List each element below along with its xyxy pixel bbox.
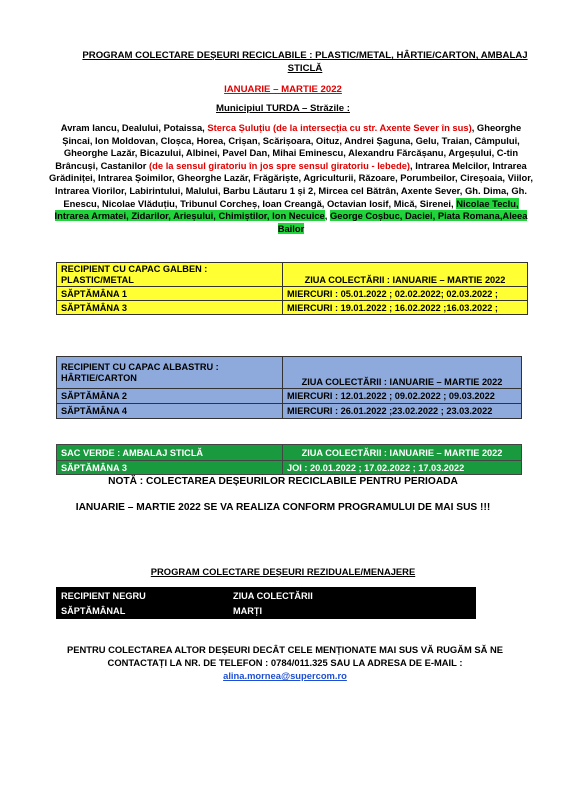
dates-cell: MIERCURI : 05.01.2022 ; 02.02.2022; 02.03.2022 ; <box>283 287 528 301</box>
table-header-text: RECIPIENT CU CAPAC GALBEN : <box>61 263 208 274</box>
street-text: , <box>324 210 330 222</box>
document-title: PROGRAM COLECTARE DEȘEURI RECICLABILE : PLASTIC/METAL, HÂRTIE/CARTON, AMBALAJ STICLĂ <box>82 50 528 74</box>
week-cell: SĂPTĂMÂNA 3 <box>57 461 283 475</box>
table-row <box>57 404 522 419</box>
table-header-cell: ZIUA COLECTĂRII <box>229 588 476 604</box>
table-row <box>57 287 528 301</box>
dates-cell: JOI : 20.01.2022 ; 17.02.2022 ; 17.03.2022 <box>283 461 522 475</box>
week-cell: SĂPTĂMÂNA 3 <box>57 301 283 315</box>
street-text: Avram Iancu, Dealului, Potaissa, <box>60 122 208 133</box>
table-header-row <box>57 445 522 461</box>
frequency-cell: SĂPTĂMÂNAL <box>57 604 229 619</box>
contact-info <box>60 643 510 682</box>
table-header-cell: SAC VERDE : AMBALAJ STICLĂ <box>57 445 283 461</box>
table-header-cell: RECIPIENT NEGRU <box>57 588 229 604</box>
table-header-text: PLASTIC/METAL <box>61 274 134 285</box>
street-text: , Intrarea Melcilor, Intrarea Grădiniței, Intrarea Șoimilor, Gheorghe Lazăr, Frăgăriște, Agriculturii, Răzoare, Porumbeilor, Cireșoaia, Viilor, Intrarea Viorilor, Labirintului, Malului, Barbu Lăutaru 1 și 2, Mircea cel Bătrân, Axente Sever, Gh. Dima, Gh. Enescu, Nicolae Vlăduțiu, Tribunul Corcheș, Ioan Creangă, Octavian Iosif, Mică, Sirenei, <box>49 159 533 209</box>
table-header-text: HÂRTIE/CARTON <box>61 372 137 383</box>
street-text: , Gheorghe Șincai, Ion Moldovan, Cloșca, Horea, Crișan, Scărișoara, Oituz, Andrei Șaguna, Gelu, Traian, Câmpului, Gheorghe Lazăr, Bicazului, Albinei, Pavel Dan, Mihai Eminescu, Alexandru Fărcășanu, Argeșului, C-tin Brâncuși, Castanilor <box>55 122 522 171</box>
contact-text: PENTRU COLECTAREA ALTOR DEȘEURI DECÂT CELE MENȚIONATE MAI SUS VĂ RUGĂM SĂ NE CONTACTAȚI LA NR. DE TELEFON : 0784/011.325 SAU LA ADRESA DE E-MAIL : <box>66 644 504 668</box>
table-header-row <box>57 357 522 389</box>
week-cell: SĂPTĂMÂNA 4 <box>57 404 283 419</box>
paper-cardboard-schedule-table <box>56 356 522 419</box>
street-text-highlighted: George Coșbuc, Daciei, Piata Romana,Aleea Bailor <box>277 210 528 234</box>
street-text-red: Sterca Șuluțiu (de la intersecția cu str. Axente Sever în sus) <box>207 122 472 133</box>
note-line: IANUARIE – MARTIE 2022 SE VA REALIZA CONFORM PROGRAMULUI DE MAI SUS !!! <box>75 502 491 513</box>
dates-cell: MIERCURI : 26.01.2022 ;23.02.2022 ; 23.03.2022 <box>283 404 522 419</box>
week-cell: SĂPTĂMÂNA 1 <box>57 287 283 301</box>
period-heading: IANUARIE – MARTIE 2022 <box>224 84 342 95</box>
table-header-cell <box>57 263 283 287</box>
dates-cell: MIERCURI : 12.01.2022 ; 09.02.2022 ; 09.03.2022 <box>283 389 522 404</box>
table-row <box>57 461 522 475</box>
table-header-cell: ZIUA COLECTĂRII : IANUARIE – MARTIE 2022 <box>283 445 522 461</box>
street-text-highlighted: Nicolae Teclu, Intrarea Armatei, Zidarilor, Arieșului, Chimiștilor, Ion Necuice <box>54 197 519 222</box>
table-header-text: RECIPIENT CU CAPAC ALBASTRU : <box>61 361 219 372</box>
table-header-cell: ZIUA COLECTĂRII : IANUARIE – MARTIE 2022 <box>283 263 528 287</box>
email-link[interactable]: alina.mornea@supercom.ro <box>223 670 347 681</box>
table-header-cell: ZIUA COLECTĂRII : IANUARIE – MARTIE 2022 <box>283 357 522 389</box>
street-list <box>48 122 534 235</box>
table-row <box>57 301 528 315</box>
table-row <box>57 389 522 404</box>
week-cell: SĂPTĂMÂNA 2 <box>57 389 283 404</box>
glass-schedule-table <box>56 444 522 475</box>
table-header-row <box>57 588 476 604</box>
table-header-row <box>57 263 528 287</box>
table-header-cell <box>57 357 283 389</box>
residual-waste-title: PROGRAM COLECTARE DEȘEURI REZIDUALE/MENAJERE <box>150 566 416 577</box>
municipality-heading: Municipiul TURDA – Străzile : <box>216 103 350 114</box>
residual-schedule-table <box>56 587 476 619</box>
dates-cell: MIERCURI : 19.01.2022 ; 16.02.2022 ;16.03.2022 ; <box>283 301 528 315</box>
street-text-red: (de la sensul giratoriu în jos spre sensul giratoriu - lebede) <box>149 159 411 171</box>
day-cell: MARȚI <box>229 604 476 619</box>
table-row <box>57 604 476 619</box>
plastic-metal-schedule-table <box>56 262 528 315</box>
note-line: NOTĂ : COLECTAREA DEȘEURILOR RECICLABILE PENTRU PERIOADA <box>108 476 458 487</box>
